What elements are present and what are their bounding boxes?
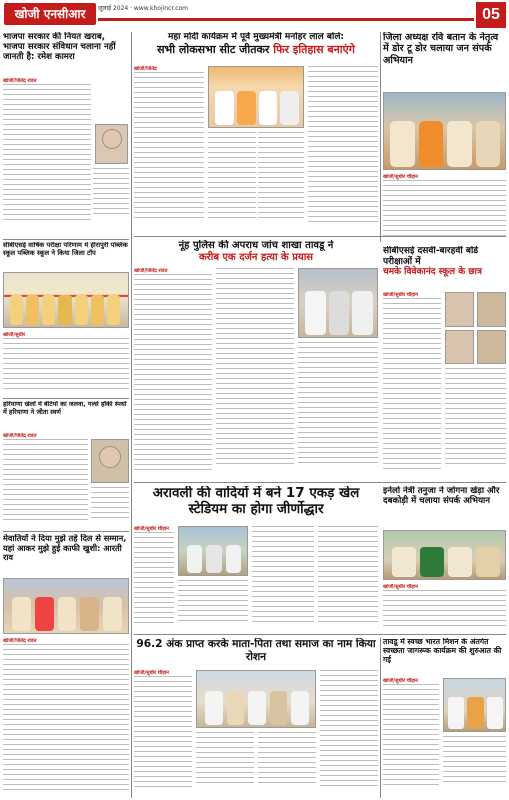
article-district-campaign <box>383 32 506 242</box>
article-headline: इनेलो नेत्री तनुजा ने जोगना खेड़ा और दबकोड़ी में चलाया संपर्क अभियान <box>383 486 500 507</box>
article-photo <box>443 678 506 732</box>
article-school-result <box>3 242 129 395</box>
article-photo <box>208 66 304 128</box>
article-body <box>134 526 174 630</box>
column-rule <box>380 32 381 242</box>
article-cbse-results <box>383 246 506 480</box>
article-headline-kicker: नूंह पुलिस की अपराध जांच शाखा तावडू ने <box>178 240 334 251</box>
article-byline: खोजी/जितेंद्र रावत <box>3 638 37 644</box>
divider <box>3 398 129 399</box>
newspaper-logo: खोजी एनसीआर <box>4 3 96 25</box>
article-byline: खोजी/जितेंद्र रावत <box>134 268 168 274</box>
article-photo <box>383 530 506 580</box>
divider <box>3 531 129 532</box>
headline-highlight: फिर इतिहास बनाएंगे <box>273 42 355 56</box>
article-body-4 <box>308 66 378 230</box>
article-headline: मेवातियों ने दिया मुझे तहे दिल से सम्मान, यहां आकर मुझे हुई काफी खुशी: आरती राव <box>3 534 127 563</box>
article-body-4 <box>320 670 378 796</box>
article-inelo-campaign <box>383 486 506 632</box>
article-modi <box>134 32 378 232</box>
divider <box>134 634 506 635</box>
article-body-3 <box>252 526 314 630</box>
article-body-2 <box>208 132 256 230</box>
article-byline: खोजी/जितेंद्र रावत <box>3 433 37 439</box>
article-byline: खोजी/सुधीर <box>3 332 26 338</box>
article-photo <box>91 439 129 483</box>
edition-info: जुलाई 2024 · www.khojincr.com <box>98 5 189 12</box>
article-body-2 <box>93 168 129 228</box>
article-headline-kicker: महा मोदी कार्यक्रम में पूर्व मुख्यमंत्री मनोहर लाल बोले: <box>167 32 345 42</box>
portrait-icon <box>102 129 122 149</box>
article-body <box>383 678 439 796</box>
headline-main: सभी लोकसभा सीट जीतकर <box>157 42 270 56</box>
article-nuh-police <box>134 240 378 480</box>
article-headline <box>134 44 378 57</box>
article-body <box>3 78 91 228</box>
article-aravali-stadium <box>134 486 378 632</box>
article-headline: जिला अध्यक्ष रवि बतान के नेतृत्व में डोर टू डोर चलाया जन संपर्क अभियान <box>383 32 499 66</box>
article-headline: चमके विवेकानंद स्कूल के छात्र <box>383 267 482 278</box>
student-photo <box>477 292 506 327</box>
article-topper <box>134 638 378 798</box>
article-body-2 <box>445 368 506 476</box>
student-photos <box>445 292 506 364</box>
article-photo <box>383 92 506 170</box>
article-photo <box>3 578 129 634</box>
article-body-3 <box>258 132 304 230</box>
article-byline: खोजी/जितेंद्र <box>134 66 157 72</box>
article-body-2 <box>216 268 294 478</box>
article-body <box>134 66 204 230</box>
masthead <box>0 0 509 30</box>
article-headline: करीब एक दर्जन हत्या के प्रयास <box>198 251 314 263</box>
page-number: 05 <box>476 2 506 28</box>
article-photo <box>3 272 129 328</box>
student-photo <box>445 330 474 365</box>
article-body-2 <box>443 736 506 796</box>
article-headline-kicker: सीबीएसई दसवीं-बारहवीं बोर्ड परीक्षाओं में <box>383 246 479 267</box>
student-photo <box>445 292 474 327</box>
article-body-2 <box>91 487 129 527</box>
article-headline: अरावली की वादियों में बने 17 एकड़ खेल स्टेडियम का होगा जीर्णोद्धार <box>152 486 360 517</box>
article-photo <box>95 124 128 164</box>
article-byline: खोजी/सुधीर चौहान <box>383 678 418 684</box>
article-body-2 <box>178 580 248 630</box>
article-photo <box>196 670 316 728</box>
article-body-2 <box>196 732 254 796</box>
article-photo <box>178 526 248 576</box>
article-body-3 <box>298 342 378 478</box>
article-bjp <box>3 32 129 237</box>
article-body <box>383 292 441 476</box>
article-body-4 <box>318 526 378 630</box>
divider <box>3 239 129 240</box>
article-byline: खोजी/सुधीर चौहान <box>134 670 169 676</box>
article-byline: खोजी/सुधीर चौहान <box>383 584 418 590</box>
column-rule <box>380 638 381 798</box>
article-body <box>3 433 88 527</box>
article-byline: खोजी/सुधीर चौहान <box>383 292 418 298</box>
article-photo <box>298 268 378 338</box>
divider <box>134 482 506 483</box>
article-body <box>134 268 212 478</box>
divider <box>134 236 506 237</box>
article-headline: सीबीएसई वार्षिक परीक्षा परिणाम में हीरापुरी पब्लिक स्कूल पब्लिक स्कूल ने किया जिला टॉप <box>3 242 128 257</box>
article-body <box>3 638 129 796</box>
article-byline: खोजी/सुधीर चौहान <box>134 526 169 532</box>
article-headline: हरियाणा खेलों में बेटियों का जलवा, गर्ल्स हॉकी स्पर्धा में हरियाणा ने जीता स्वर्ण <box>3 401 127 416</box>
article-mewati <box>3 534 129 798</box>
masthead-rule <box>98 18 474 21</box>
portrait-icon <box>99 446 121 468</box>
article-byline: खोजी/जितेंद्र रावत <box>3 78 37 84</box>
article-swachh-bharat <box>383 638 506 798</box>
article-body <box>383 174 506 240</box>
student-photo <box>477 330 506 365</box>
article-body <box>3 332 129 394</box>
article-headline: भाजपा सरकार की नियत खराब, भाजपा सरकार संविधान चलाना नहीं जानती है: रमेश कामरा <box>3 32 116 63</box>
article-headline: 96.2 अंक प्राप्त करके माता-पिता तथा समाज का नाम किया रोशन <box>136 638 376 663</box>
article-headline: तावडू में स्वच्छ भारत मिशन के अंतर्गत स्वच्छता जागरूक कार्यक्रम की शुरुआत की गई <box>383 638 502 664</box>
article-body-3 <box>258 732 316 796</box>
article-byline: खोजी/सुधीर चौहान <box>383 174 418 180</box>
article-hockey <box>3 401 129 529</box>
article-body <box>134 670 192 796</box>
article-body <box>383 584 506 630</box>
column-rule <box>131 32 132 798</box>
